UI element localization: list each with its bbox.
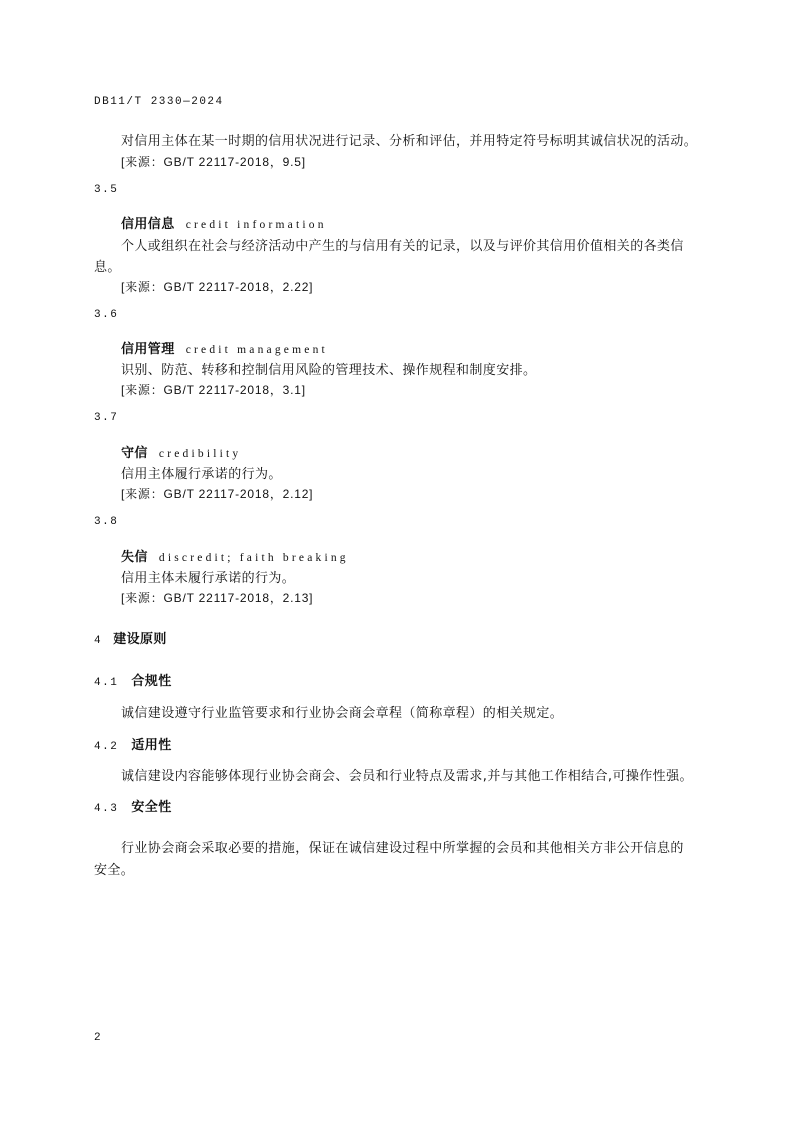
source-citation: [来源：GB/T 22117-2018，9.5] — [121, 155, 306, 169]
term-english: discredit; faith breaking — [158, 552, 349, 564]
definition-text: 信用主体未履行承诺的行为。 — [121, 571, 296, 586]
subsection-number: 4.1 — [94, 677, 119, 689]
definition-text: 对信用主体在某一时期的信用状况进行记录、分析和评估，并用特定符号标明其诚信状况的活动。 — [121, 134, 698, 149]
section-title: 建设原则 — [113, 632, 167, 647]
term-heading — [121, 442, 241, 461]
term-number: 3.6 — [94, 309, 119, 321]
source-citation: [来源：GB/T 22117-2018，2.12] — [121, 487, 314, 501]
body-paragraph: 行业协会商会采取必要的措施，保证在诚信建设过程中所掌握的会员和其他相关方非公开信息的 — [121, 841, 684, 856]
term-english: credit information — [185, 219, 327, 231]
page-number: 2 — [94, 1032, 103, 1044]
term-chinese: 守信 — [121, 446, 148, 461]
subsection-title: 安全性 — [131, 800, 172, 815]
source-citation: [来源：GB/T 22117-2018，2.22] — [121, 280, 314, 294]
term-number: 3.5 — [94, 184, 119, 196]
term-chinese: 信用信息 — [121, 217, 175, 232]
term-number: 3.7 — [94, 412, 119, 424]
subsection-number: 4.2 — [94, 741, 119, 753]
term-heading — [121, 338, 328, 357]
body-paragraph: 诚信建设内容能够体现行业协会商会、会员和行业特点及需求,并与其他工作相结合,可操作性强。 — [121, 769, 693, 784]
term-heading — [121, 546, 349, 565]
subsection-number: 4.3 — [94, 803, 119, 815]
source-citation: [来源：GB/T 22117-2018，2.13] — [121, 591, 314, 605]
definition-text-continued: 息。 — [94, 260, 121, 275]
term-english: credibility — [158, 448, 242, 460]
definition-text: 识别、防范、转移和控制信用风险的管理技术、操作规程和制度安排。 — [121, 363, 537, 378]
document-code: DB11/T 2330—2024 — [94, 96, 224, 108]
term-heading — [121, 213, 327, 232]
body-paragraph-continued: 安全。 — [94, 863, 135, 878]
body-paragraph: 诚信建设遵守行业监管要求和行业协会商会章程（简称章程）的相关规定。 — [121, 706, 564, 721]
subsection-heading — [94, 670, 172, 689]
term-chinese: 信用管理 — [121, 342, 175, 357]
definition-text: 个人或组织在社会与经济活动中产生的与信用有关的记录，以及与评价其信用价值相关的各类信 — [121, 239, 684, 254]
subsection-title: 合规性 — [131, 674, 172, 689]
subsection-title: 适用性 — [131, 738, 172, 753]
subsection-heading — [94, 734, 172, 753]
source-citation: [来源：GB/T 22117-2018，3.1] — [121, 383, 306, 397]
section-number: 4 — [94, 635, 103, 647]
section-heading — [94, 628, 167, 647]
term-chinese: 失信 — [121, 550, 148, 565]
term-english: credit management — [185, 344, 328, 356]
term-number: 3.8 — [94, 516, 119, 528]
definition-text: 信用主体履行承诺的行为。 — [121, 467, 282, 482]
subsection-heading — [94, 796, 172, 815]
